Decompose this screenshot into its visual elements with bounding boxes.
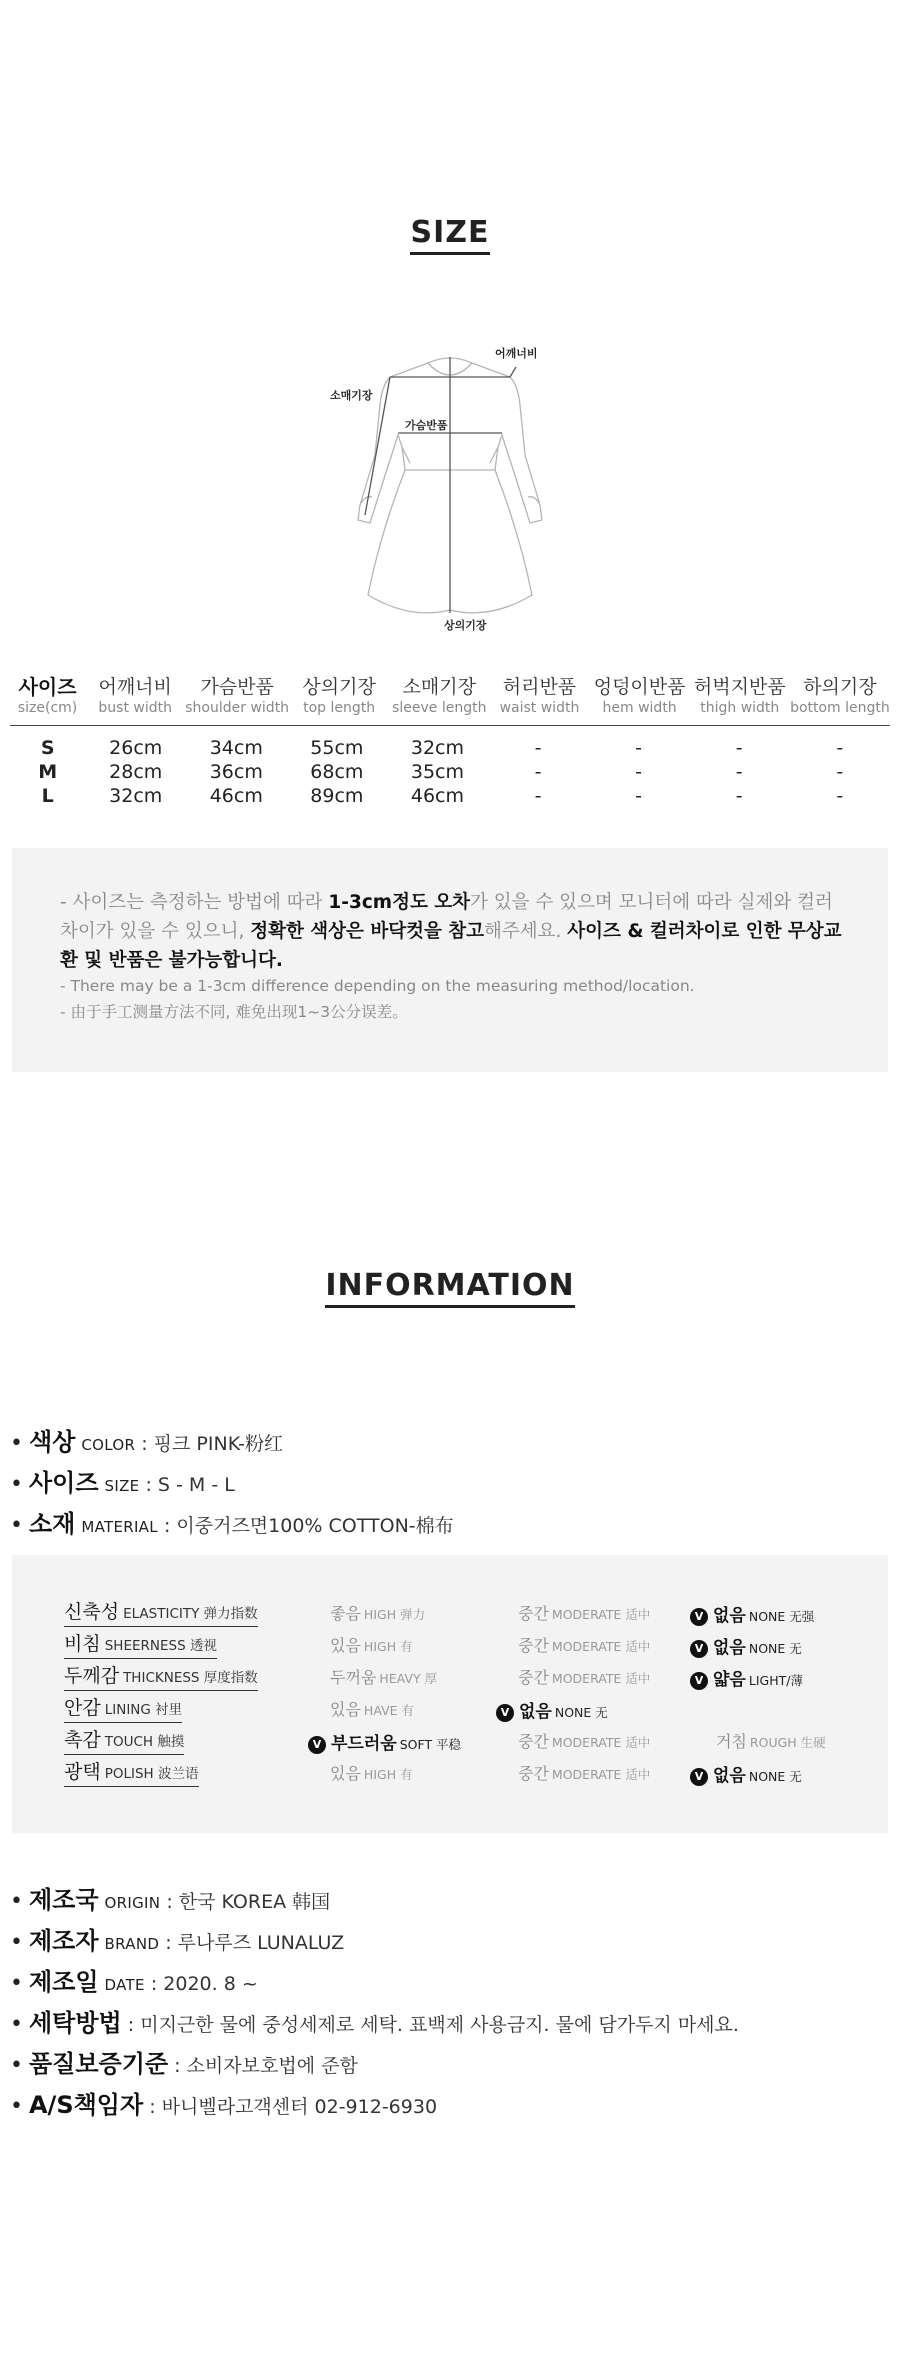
property-label: 신축성 ELASTICITY 弹力指数 [64,1597,258,1627]
property-row-thickness [12,1661,888,1693]
table-row [10,760,890,784]
property-option: 거침 ROUGH 生硬 [716,1732,826,1751]
table-cell: - [635,785,643,807]
table-cell: 89cm [310,785,364,807]
diagram-sleeve-label: 소매기장 [330,389,373,402]
info-item-size: • 사이즈 SIZE : S - M - L [10,1469,235,1497]
property-row-sheerness [12,1629,888,1661]
header-cell: 상의기장 top length [302,676,376,716]
info-item-origin: • 제조국 ORIGIN : 한국 KOREA 韩国 [10,1886,331,1914]
table-cell: 36cm [209,761,263,783]
table-cell: 28cm [109,761,163,783]
table-cell: - [836,785,844,807]
property-label: 비침 SHEERNESS 透视 [64,1629,217,1659]
size-table-header [10,675,890,726]
header-cell: 허리반품 waist width [499,676,580,716]
property-option: 중간 MODERATE 适中 [518,1764,651,1783]
property-row-elasticity [12,1597,888,1629]
check-icon: V [690,1640,708,1658]
info-item-brand: • 제조자 BRAND : 루나루즈 LUNALUZ [10,1927,345,1955]
table-cell: 32cm [410,737,465,759]
table-cell: - [534,785,542,807]
check-icon: V [690,1672,708,1690]
size-section-title: SIZE [0,215,900,255]
header-cell: 어깨너비 bust width [98,676,172,716]
size-notice-english: - There may be a 1-3cm difference depending on the measuring method/location. [60,977,695,995]
table-cell: 55cm [310,737,364,759]
check-icon: V [690,1608,708,1626]
property-label: 안감 LINING 衬里 [64,1693,182,1723]
property-label: 광택 POLISH 波兰语 [64,1757,199,1787]
property-option: 중간 MODERATE 适中 [518,1668,651,1687]
table-cell: - [534,737,542,759]
property-option: 중간 MODERATE 适中 [518,1604,651,1623]
property-option-selected: V 없음 NONE 无 [690,1761,802,1786]
check-icon: V [496,1704,514,1722]
table-cell: 46cm [410,785,465,807]
information-section-title: INFORMATION [0,1268,900,1308]
table-cell: 32cm [109,785,163,807]
table-cell: - [735,785,743,807]
property-option: 있음 HIGH 有 [330,1764,413,1783]
info-item-color: • 색상 COLOR : 핑크 PINK-粉红 [10,1428,284,1456]
table-cell: 46cm [209,785,263,807]
table-row [10,784,890,808]
size-notice-box [12,848,888,1072]
size-table [10,675,890,808]
check-icon: V [690,1768,708,1786]
property-option-selected: V 없음 NONE 无 [690,1633,802,1658]
diagram-bust-label: 가슴반품 [405,419,448,432]
property-row-lining [12,1693,888,1725]
property-label: 두께감 THICKNESS 厚度指数 [64,1661,258,1691]
property-option: 좋음 HIGH 弹力 [330,1604,426,1623]
property-option: 중간 MODERATE 适中 [518,1732,651,1751]
property-option: 중간 MODERATE 适中 [518,1636,651,1655]
property-option: 있음 HAVE 有 [330,1700,414,1719]
table-cell: - [836,737,844,759]
table-cell: L [41,785,54,807]
table-cell: - [735,761,743,783]
property-option-selected: V 없음 NONE 无 [496,1697,608,1722]
table-cell: - [534,761,542,783]
diagram-length-label: 상의기장 [444,619,487,632]
table-row [10,736,890,760]
table-cell: 35cm [410,761,465,783]
header-cell: 하의기장 bottom length [790,676,890,716]
table-cell: 26cm [109,737,163,759]
property-row-polish [12,1757,888,1789]
property-option-selected: V 얇음 LIGHT/薄 [690,1665,803,1690]
table-cell: - [735,737,743,759]
table-cell: - [635,761,643,783]
info-item-quality: • 품질보증기준 : 소비자보호법에 준함 [10,2050,358,2078]
table-cell: S [40,737,55,759]
check-icon: V [308,1736,326,1754]
table-cell: 34cm [209,737,263,759]
header-cell: 허벅지반품 thigh width [693,676,786,716]
property-option-selected: V 부드러움 SOFT 平稳 [308,1729,461,1754]
fabric-properties-box [12,1555,888,1833]
property-option: 있음 HIGH 有 [330,1636,413,1655]
size-notice-chinese: - 由于手工测量方法不同, 难免出现1~3公分误差。 [60,1003,408,1021]
property-option: 두꺼움 HEAVY 厚 [330,1668,438,1687]
property-row-touch [12,1725,888,1757]
info-item-as-contact: • A/S책임자 : 바니벨라고객센터 02-912-6930 [10,2091,438,2119]
size-notice-korean: - 사이즈는 측정하는 방법에 따라 1-3cm정도 오차가 있을 수 있으며 모니터에 따라 실제와 컬러 차이가 있을 수 있으니, 정확한 색상은 바닥컷을 참고해주세요. 사이즈 & 컬러차이로 인한 무상교환 및 반품은 불가능합니다. [60,892,842,971]
info-item-material: • 소재 MATERIAL : 이중거즈면100% COTTON-棉布 [10,1510,454,1538]
property-label: 촉감 TOUCH 触摸 [64,1725,184,1755]
info-item-date: • 제조일 DATE : 2020. 8 ~ [10,1968,258,1996]
info-item-washing: • 세탁방법 : 미지근한 물에 중성세제로 세탁. 표백제 사용금지. 물에 담가두지 마세요. [10,2009,739,2037]
table-cell: 68cm [310,761,364,783]
header-cell: 사이즈 size(cm) [17,675,78,716]
header-cell: 엉덩이반품 hem width [593,676,686,716]
dress-measurement-diagram [320,345,580,635]
table-cell: - [836,761,844,783]
table-cell: M [38,761,58,783]
header-cell: 소매기장 sleeve length [392,676,487,716]
diagram-shoulder-label: 어깨너비 [495,347,538,360]
table-cell: - [635,737,643,759]
header-cell: 가슴반품 shoulder width [185,676,290,716]
property-option-selected: V 없음 NONE 无强 [690,1601,814,1626]
